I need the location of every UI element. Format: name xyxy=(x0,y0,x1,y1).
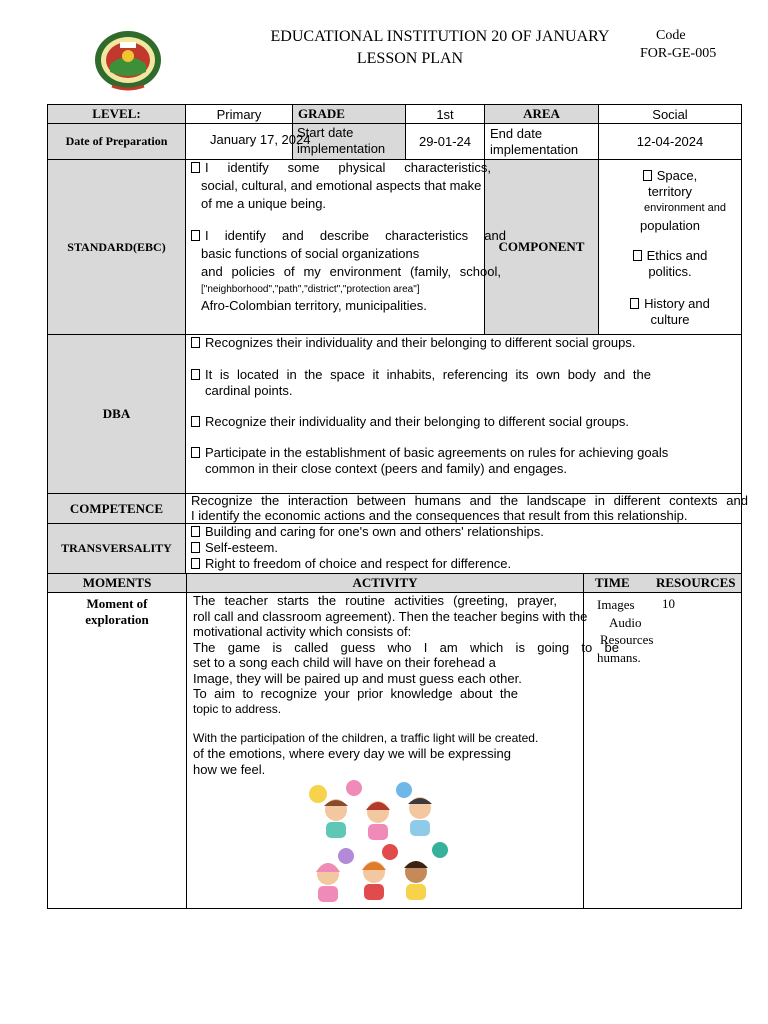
competence-line2: I identify the economic actions and the consequences that result from this relationship. xyxy=(191,508,688,523)
moment-name xyxy=(47,596,187,628)
activity-header-cell xyxy=(186,573,584,593)
resources-header: RESOURCES xyxy=(656,575,736,590)
start-label: Start date implementation xyxy=(297,125,386,156)
dba-item-1: Recognizes their individuality and their belonging to different social groups. xyxy=(205,335,636,350)
resource-2: Audio xyxy=(609,614,642,630)
end-label-cell xyxy=(484,123,599,160)
activity-line2: roll call and classroom agreement). Then the teacher begins with the xyxy=(193,608,588,624)
component-2-line2: politics. xyxy=(648,264,692,279)
transversality-item-2: Self-esteem. xyxy=(205,540,278,555)
standard-label: STANDARD(EBC) xyxy=(67,239,166,254)
transversality-label: TRANSVERSALITY xyxy=(61,541,172,555)
end-label: End date implementation xyxy=(490,126,579,157)
activity-line1: The teacher starts the routine activities (greeting, prayer, xyxy=(193,593,557,608)
component-1-line2: territory xyxy=(647,184,693,199)
checkbox-icon xyxy=(191,337,200,348)
checkbox-icon xyxy=(191,162,200,173)
level-value: Primary xyxy=(216,106,262,122)
code-label: Code xyxy=(656,28,686,43)
component-label: COMPONENT xyxy=(498,239,585,254)
activity-line4: The game is called guess who I am which is going to be xyxy=(193,639,619,655)
code-value: FOR-GE-005 xyxy=(640,46,717,61)
activity-line3: motivational activity which consists of: xyxy=(193,624,412,639)
resources-list xyxy=(597,596,653,666)
time-value: 10 xyxy=(662,596,675,611)
transversality-item-3: Right to freedom of choice and respect for difference. xyxy=(205,556,512,571)
date-label: Date of Preparation xyxy=(65,134,168,148)
component-list xyxy=(598,168,742,328)
component-3-line2: culture xyxy=(650,312,690,327)
end-value: 12-04-2024 xyxy=(636,134,704,149)
standard-label-cell xyxy=(47,159,186,335)
component-3-line1: History and xyxy=(644,296,710,311)
moments-header: MOMENTS xyxy=(82,575,152,590)
competence-line1: Recognize the interaction between humans and the landscape in different contexts and xyxy=(191,493,748,508)
component-1-line1: Space, xyxy=(656,168,698,183)
date-value: January 17, 2024 xyxy=(210,132,311,147)
standard-item-2 xyxy=(191,228,506,316)
moment-line2: exploration xyxy=(85,612,149,627)
dba-label: DBA xyxy=(102,406,131,421)
checkbox-icon xyxy=(191,416,200,427)
end-value-cell xyxy=(598,123,742,160)
emotions-illustration xyxy=(298,780,454,906)
document-title: LESSON PLAN xyxy=(356,50,464,67)
grade-label: GRADE xyxy=(298,106,345,121)
transversality-item-1: Building and caring for one's own and others' relationships. xyxy=(205,524,544,539)
activity-text-2 xyxy=(193,730,578,778)
grade-label-cell xyxy=(292,104,406,124)
area-label-cell xyxy=(484,104,599,124)
standard-p2-line4: ["neighborhood","path","district","protection area"] xyxy=(201,284,420,295)
level-label-cell xyxy=(47,104,186,124)
activity-line7: To aim to recognize your prior knowledge about the xyxy=(193,686,518,701)
checkbox-icon xyxy=(191,369,200,380)
activity-line8: topic to address. xyxy=(193,701,282,716)
standard-p2-line1: I identify and describe characteristics and xyxy=(205,228,506,243)
date-label-cell xyxy=(47,123,186,160)
transversality-list xyxy=(191,524,731,572)
checkbox-icon xyxy=(191,447,200,458)
standard-p2-line3: and policies of my environment (family, school, xyxy=(201,264,501,279)
dba-item-3: Recognize their individuality and their belonging to different social groups. xyxy=(205,414,629,429)
activity-line5: set to a song each child will have on their forehead a xyxy=(193,655,496,670)
standard-p2-line5: Afro-Colombian territory, municipalities. xyxy=(201,298,427,313)
dba-item-4-line1: Participate in the establishment of basic agreements on rules for achieving goals xyxy=(205,445,669,460)
component-1-line3: environment and xyxy=(644,202,726,214)
checkbox-icon xyxy=(191,230,200,241)
resource-1: Images xyxy=(597,597,635,612)
component-2-line1: Ethics and xyxy=(646,248,708,263)
activity-text xyxy=(193,593,623,717)
checkbox-icon xyxy=(191,558,200,569)
dba-item-2-line1: It is located in the space it inhabits, referencing its own body and the xyxy=(205,367,651,382)
activity-line9: With the participation of the children, a traffic light will be created. xyxy=(193,731,539,745)
competence-label: COMPETENCE xyxy=(69,500,164,516)
moment-cell xyxy=(47,592,187,909)
start-value-cell xyxy=(405,123,485,160)
activity-line11: how we feel. xyxy=(193,762,266,777)
standard-p2-line2: basic functions of social organizations xyxy=(201,246,420,261)
resource-4: humans. xyxy=(597,649,641,665)
competence-text xyxy=(191,493,748,523)
dba-item-2-line2: cardinal points. xyxy=(205,383,293,398)
checkbox-icon xyxy=(191,542,200,553)
component-1-line4: population xyxy=(640,218,700,233)
dba-label-cell xyxy=(47,334,186,494)
area-label: AREA xyxy=(523,106,560,121)
activity-line10: of the emotions, where every day we will be expressing xyxy=(193,746,511,761)
moments-header-cell xyxy=(47,573,187,593)
standard-item-1 xyxy=(191,160,491,214)
dba-list xyxy=(191,335,669,477)
institution-name: EDUCATIONAL INSTITUTION 20 OF JANUARY xyxy=(270,28,610,45)
moment-line1: Moment of xyxy=(86,596,148,611)
checkbox-icon xyxy=(630,298,639,309)
activity-header: ACTIVITY xyxy=(352,575,418,590)
checkbox-icon xyxy=(191,526,200,537)
standard-p1-line2: social, cultural, and emotional aspects that make xyxy=(201,178,482,193)
transversality-label-cell xyxy=(47,523,186,574)
time-header: TIME xyxy=(595,575,630,590)
area-value: Social xyxy=(652,106,688,122)
grade-value-cell xyxy=(405,104,485,124)
grade-value: 1st xyxy=(436,106,454,122)
checkbox-icon xyxy=(643,170,652,181)
competence-label-cell xyxy=(47,493,186,524)
checkbox-icon xyxy=(633,250,642,261)
activity-line6: Image, they will be paired up and must guess each other. xyxy=(193,670,522,686)
start-value: 29-01-24 xyxy=(418,134,472,149)
level-label: LEVEL: xyxy=(92,106,141,121)
school-logo xyxy=(92,28,164,92)
standard-p1-line3: of me a unique being. xyxy=(201,196,327,211)
area-value-cell xyxy=(598,104,742,124)
level-value-cell xyxy=(185,104,293,124)
dba-item-4-line2: common in their close context (peers and family) and engages. xyxy=(205,461,568,476)
resource-3: Resources xyxy=(600,632,654,647)
standard-p1-line1: I identify some physical characteristics, xyxy=(205,160,491,175)
